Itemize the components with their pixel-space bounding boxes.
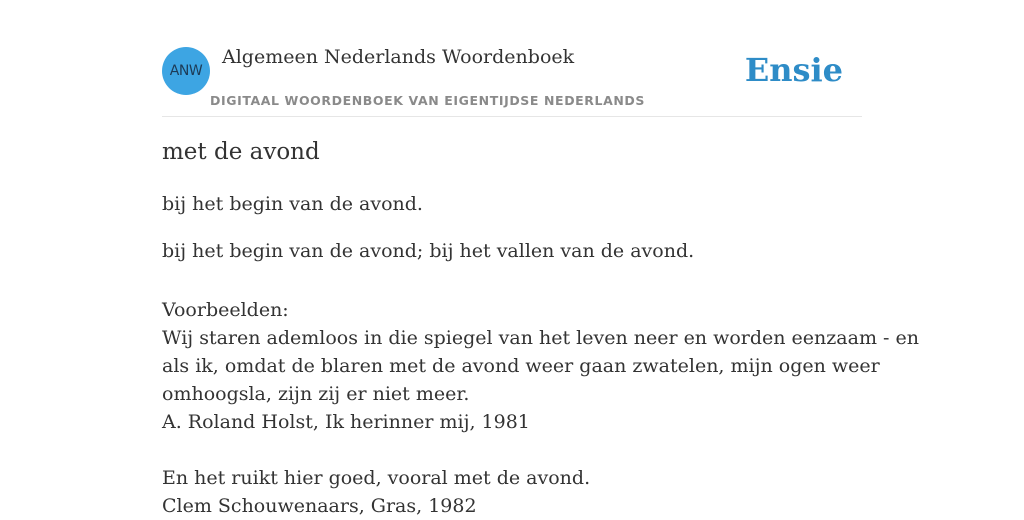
example-line: Wij staren ademloos in die spiegel van het leven neer en worden eenzaam - en [162, 327, 919, 349]
page [162, 0, 919, 517]
anw-logo[interactable] [162, 47, 210, 95]
spacer [162, 436, 862, 464]
header [162, 0, 862, 117]
example-line: omhoogsla, zijn zij er niet meer. [162, 383, 470, 405]
short-definition: bij het begin van de avond. [162, 193, 423, 215]
site-subtitle: DIGITAAL WOORDENBOEK VAN EIGENTIJDSE NEDERLANDS [210, 93, 646, 108]
examples-section [162, 296, 919, 520]
ensie-logo[interactable]: Ensie [744, 51, 843, 89]
example-line: als ik, omdat de blaren met de avond weer gaan zwatelen, mijn ogen weer [162, 355, 880, 377]
examples-label: Voorbeelden: [162, 299, 289, 321]
example-line: En het ruikt hier goed, vooral met de avond. [162, 467, 591, 489]
logo-text: ANW [169, 63, 203, 79]
long-definition: bij het begin van de avond; bij het vallen van de avond. [162, 240, 695, 262]
entry-title: met de avond [162, 139, 320, 165]
site-title[interactable]: Algemeen Nederlands Woordenboek [222, 46, 575, 68]
example-source: Clem Schouwenaars, Gras, 1982 [162, 495, 477, 517]
example-source: A. Roland Holst, Ik herinner mij, 1981 [162, 411, 530, 433]
